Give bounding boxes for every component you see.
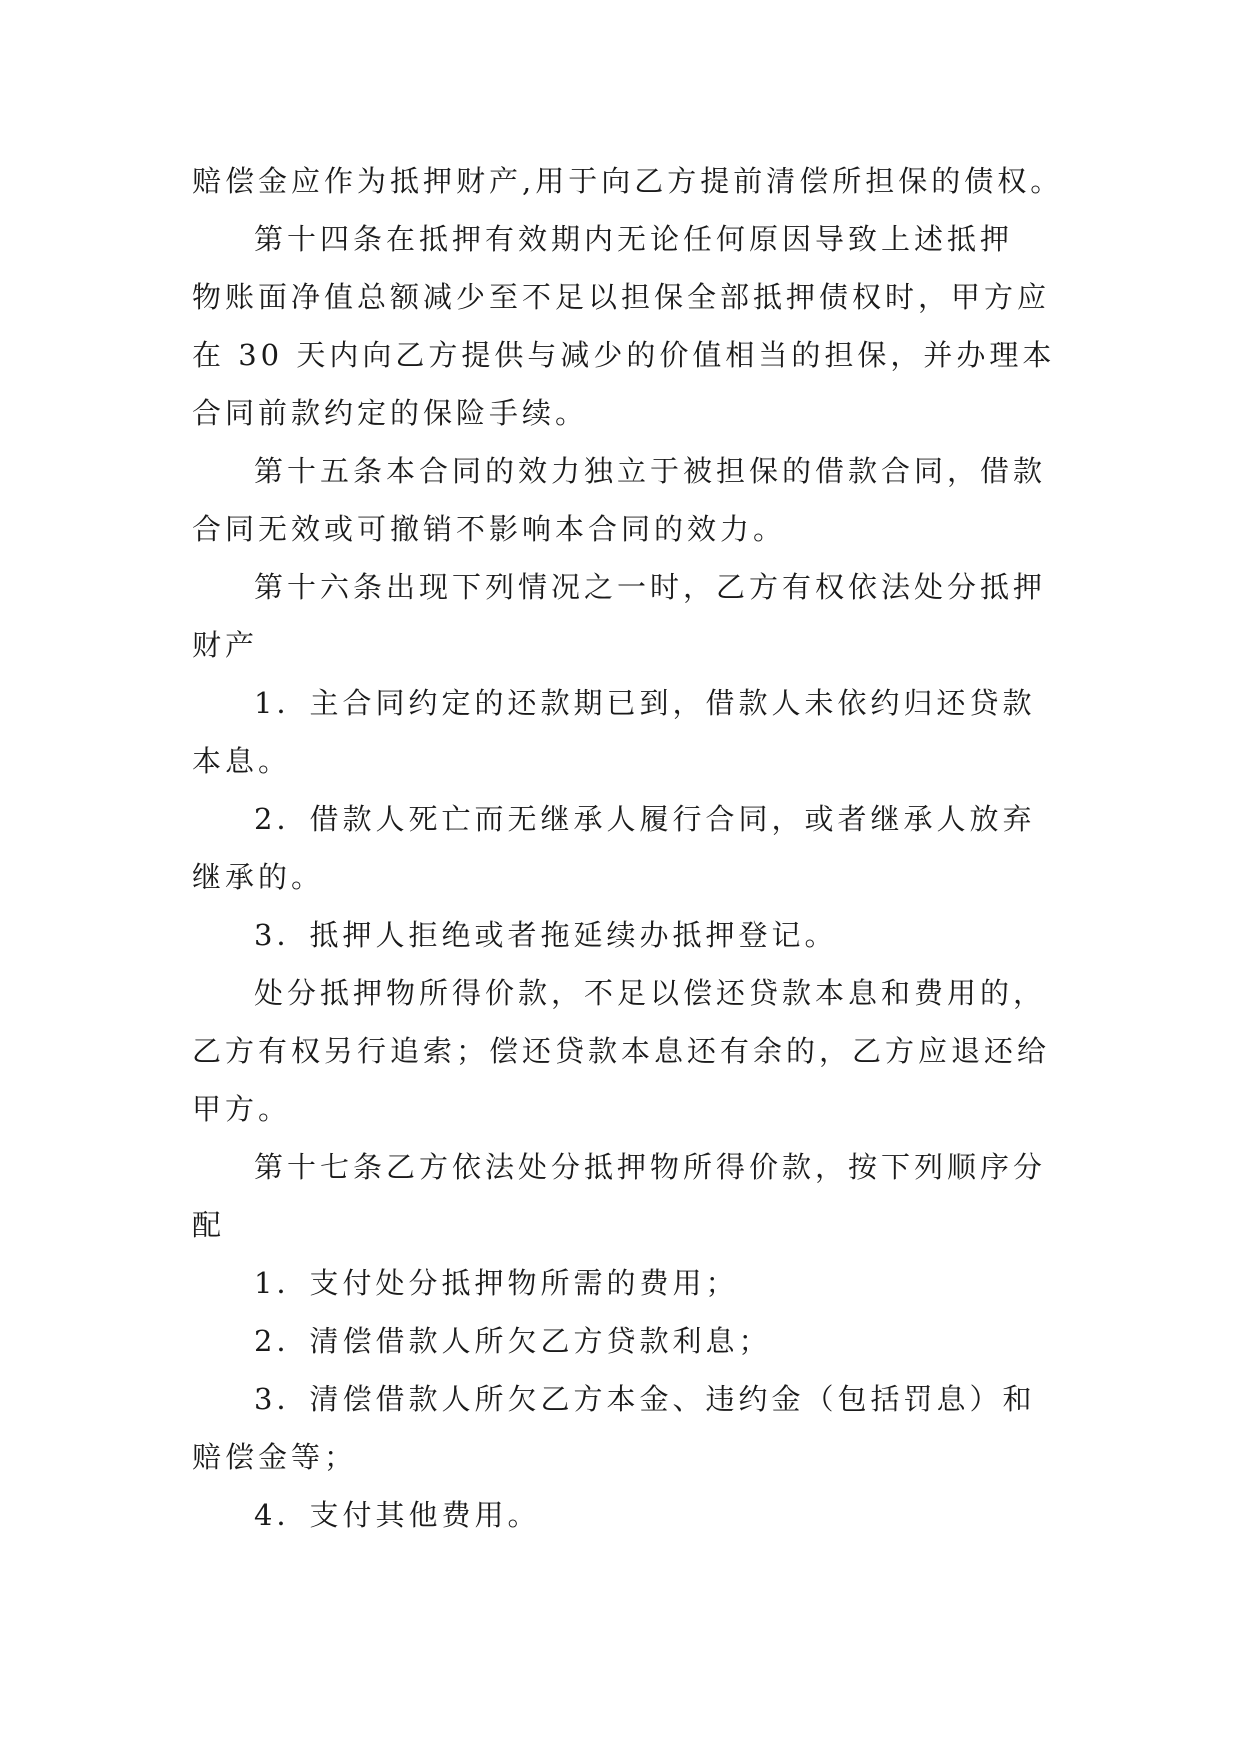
- text-line: 合同无效或可撤销不影响本合同的效力。: [192, 512, 787, 546]
- paragraph-line: 处分抵押物所得价款，不足以偿还贷款本息和费用的，: [254, 976, 1047, 1010]
- text-line: 财产: [192, 628, 259, 662]
- text-line: 物账面净值总额减少至不足以担保全部抵押债权时，甲方应: [192, 280, 1051, 314]
- text-line: 配: [192, 1208, 226, 1242]
- list-item-line: 2．清偿借款人所欠乙方贷款利息；: [254, 1324, 772, 1358]
- list-item-line: 4．支付其他费用。: [254, 1498, 541, 1532]
- article-16-heading-line: 第十六条出现下列情况之一时，乙方有权依法处分抵押: [254, 570, 1047, 604]
- list-item-line: 3．抵押人拒绝或者拖延续办抵押登记。: [254, 918, 838, 952]
- text-line: 合同前款约定的保险手续。: [192, 396, 589, 430]
- text-line: 本息。: [192, 744, 292, 778]
- text-line: 甲方。: [192, 1092, 292, 1126]
- text-line: 乙方有权另行追索；偿还贷款本息还有余的，乙方应退还给: [192, 1034, 1051, 1068]
- text-line: 赔偿金应作为抵押财产,用于向乙方提前清偿所担保的债权。: [192, 164, 1064, 198]
- article-15-heading-line: 第十五条本合同的效力独立于被担保的借款合同，借款: [254, 454, 1047, 488]
- text-line: 在 30 天内向乙方提供与减少的价值相当的担保，并办理本: [192, 338, 1056, 372]
- text-line: 赔偿金等；: [192, 1440, 358, 1474]
- article-17-heading-line: 第十七条乙方依法处分抵押物所得价款，按下列顺序分: [254, 1150, 1047, 1184]
- article-14-heading-line: 第十四条在抵押有效期内无论任何原因导致上述抵押: [254, 222, 1014, 256]
- document-body: [192, 152, 1072, 1544]
- list-item-line: 1．主合同约定的还款期已到，借款人未依约归还贷款: [254, 686, 1036, 720]
- list-item-line: 2．借款人死亡而无继承人履行合同，或者继承人放弃: [254, 802, 1036, 836]
- text-line: 继承的。: [192, 860, 325, 894]
- list-item-line: 1．支付处分抵押物所需的费用；: [254, 1266, 739, 1300]
- list-item-line: 3．清偿借款人所欠乙方本金、违约金（包括罚息）和: [254, 1382, 1036, 1416]
